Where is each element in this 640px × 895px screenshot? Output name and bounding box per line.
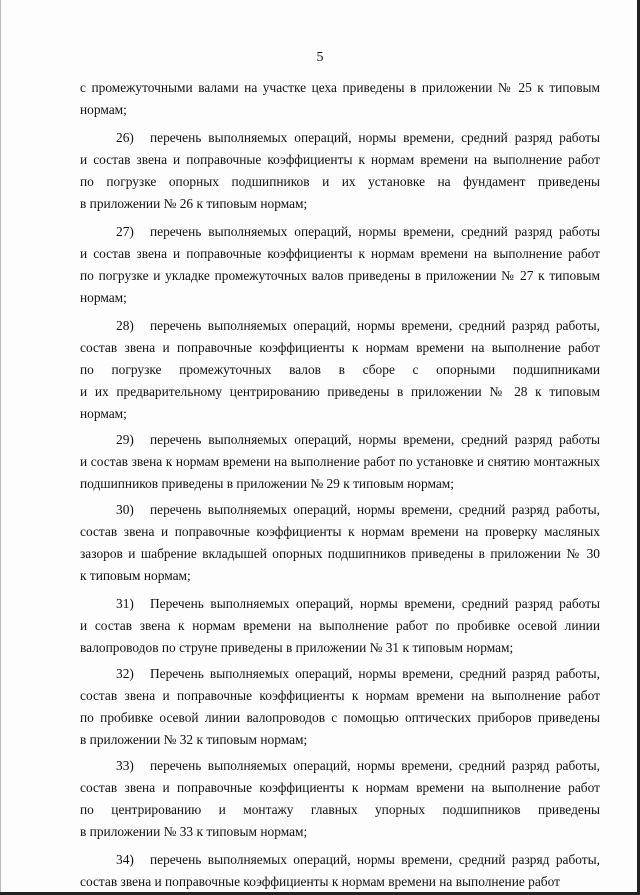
text-line: нормам; [80, 102, 127, 117]
text-line: состав звена и поправочные коэффициенты к нормам времени на выполнение работ [80, 340, 600, 355]
item-number: 31) [116, 596, 134, 611]
text-line: состав звена и поправочные коэффициенты к нормам времени на выполнение работ [80, 688, 600, 703]
paragraph-item-27 [80, 221, 600, 309]
text-line: и их предварительному центрированию приведены в приложении № 28 к типовым нормам; [80, 384, 600, 421]
item-number: 32) [116, 666, 134, 681]
item-number: 26) [116, 130, 134, 145]
text-line [80, 849, 600, 871]
page-number: 5 [316, 50, 324, 65]
item-number: 33) [116, 758, 134, 773]
text-line: подшипников приведены в приложении № 29 к типовым нормам; [80, 476, 454, 491]
text-line: по погрузке и укладке промежуточных валов приведены в приложении № 27 к типовым [80, 268, 600, 283]
text-line [80, 127, 600, 149]
text-line: по погрузке промежуточных валов в сборе с опорными подшипниками [80, 362, 600, 377]
text-line: в приложении № 33 к типовым нормам; [80, 824, 308, 839]
text-line: в приложении № 32 к типовым нормам; [80, 732, 308, 747]
text-line: и состав звена и поправочные коэффициенты к нормам времени на выполнение работ [80, 246, 600, 261]
text-line: в приложении № 26 к типовым нормам; [80, 196, 308, 211]
text-line: состав звена и поправочные коэффициенты к нормам времени на выполнение работ [80, 874, 560, 889]
text-line: по погрузке опорных подшипников и их установке на фундамент приведены [80, 174, 600, 189]
text-line: к типовым нормам; [80, 568, 191, 583]
text-line [80, 499, 600, 521]
text-line [80, 429, 600, 451]
text-line: валопроводов по струне приведены в приложении № 31 к типовым нормам; [80, 640, 514, 655]
item-number: 27) [116, 224, 134, 239]
item-text: перечень выполняемых операций, нормы времени, средний разряд работы, [150, 758, 600, 773]
item-number: 30) [116, 502, 134, 517]
paragraph-item-26 [80, 127, 600, 215]
item-number: 29) [116, 432, 134, 447]
text-line: состав звена и поправочные коэффициенты к нормам времени на выполнение работ [80, 780, 600, 795]
text-line: зазоров и шабрение вкладышей опорных подшипников приведены в приложении № 30 [80, 546, 600, 561]
text-line: состав звена и поправочные коэффициенты к нормам времени на проверку масляных [80, 524, 600, 539]
paragraph-continuation [80, 77, 600, 121]
item-text: перечень выполняемых операций, нормы времени, средний разряд работы [150, 130, 600, 145]
item-number: 34) [116, 852, 134, 867]
text-line: по центрированию и монтажу главных упорных подшипников приведены [80, 802, 600, 817]
paragraph-item-33 [80, 755, 600, 843]
item-text: перечень выполняемых операций, нормы времени, средний разряд работы [150, 432, 600, 447]
text-line: и состав звена и поправочные коэффициенты к нормам времени на выполнение работ [80, 152, 600, 167]
text-line [80, 221, 600, 243]
item-number: 28) [116, 318, 134, 333]
text-line [80, 593, 600, 615]
text-line [80, 315, 600, 337]
text-line: и состав звена к нормам времени на выполнение работ по установке и снятию монтажных [80, 454, 600, 469]
item-text: перечень выполняемых операций, нормы времени, средний разряд работы, [150, 502, 600, 517]
paragraph-item-34 [80, 849, 600, 893]
text-line: и состав звена к нормам времени на выполнение работ по пробивке осевой линии [80, 618, 600, 633]
document-body [80, 77, 600, 893]
text-line [80, 663, 600, 685]
text-line: нормам; [80, 290, 127, 305]
item-text: перечень выполняемых операций, нормы времени, средний разряд работы, [150, 318, 600, 333]
item-text: перечень выполняемых операций, нормы времени, средний разряд работы, [150, 852, 600, 867]
text-line [80, 755, 600, 777]
paragraph-item-30 [80, 499, 600, 587]
paragraph-item-29 [80, 429, 600, 495]
item-text: перечень выполняемых операций, нормы времени, средний разряд работы [150, 224, 600, 239]
item-text: Перечень выполняемых операций, нормы времени, средний разряд работы [150, 596, 600, 611]
text-line: с промежуточными валами на участке цеха приведены в приложении № 25 к типовым [80, 80, 600, 95]
item-text: Перечень выполняемых операций, нормы времени, средний разряд работы, [150, 666, 600, 681]
text-line: по пробивке осевой линии валопроводов с помощью оптических приборов приведены [80, 710, 600, 725]
paragraph-item-28 [80, 315, 600, 425]
scan-edge-left [0, 0, 1, 895]
paragraph-item-31 [80, 593, 600, 659]
paragraph-item-32 [80, 663, 600, 751]
